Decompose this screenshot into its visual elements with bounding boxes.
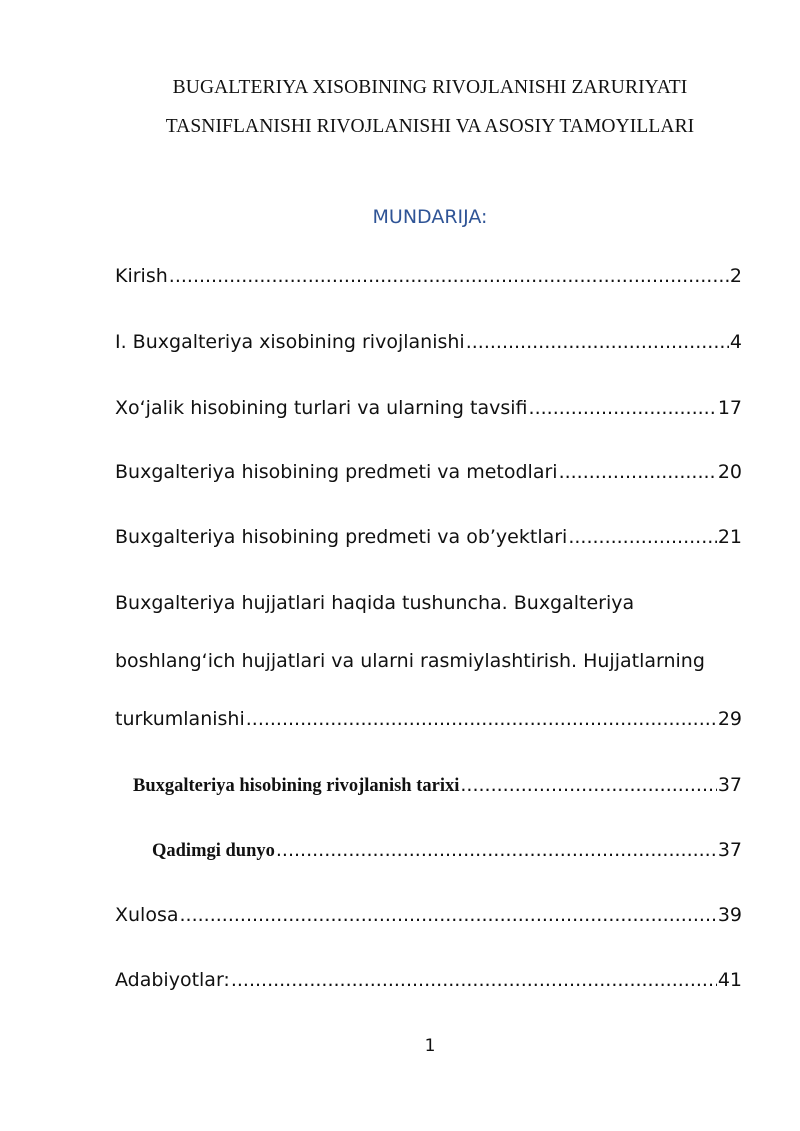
toc-entry-page: 17 bbox=[717, 397, 742, 419]
dot-leader bbox=[246, 708, 717, 730]
dot-leader bbox=[529, 397, 717, 419]
toc-entry-hujjatlar-line-1: Buxgalteriya hujjatlari haqida tushuncha. Buxgalteriya bbox=[115, 592, 635, 614]
toc-entry-hujjatlar-line-2: boshlang‘ich hujjatlari va ularni rasmiylashtirish. Hujjatlarning bbox=[115, 650, 705, 672]
toc-entry-adabiyotlar[interactable] bbox=[115, 969, 742, 991]
toc-entry-page: 20 bbox=[717, 461, 742, 483]
toc-entry-page: 37 bbox=[717, 839, 742, 861]
toc-entry-label: Kirish bbox=[115, 265, 168, 287]
dot-leader bbox=[568, 526, 716, 548]
toc-entry-predmet-obyektlar[interactable] bbox=[115, 526, 742, 548]
dot-leader bbox=[460, 774, 716, 796]
toc-entry-label: Adabiyotlar: bbox=[115, 969, 230, 991]
toc-entry-label: Buxgalteriya hisobining predmeti va metodlari bbox=[115, 461, 558, 483]
toc-entry-page: 37 bbox=[717, 774, 742, 796]
toc-entry-label: Xo‘jalik hisobining turlari va ularning tavsifi bbox=[115, 397, 528, 419]
dot-leader bbox=[180, 904, 717, 926]
dot-leader bbox=[466, 331, 729, 353]
toc-entry-page: 29 bbox=[717, 708, 742, 730]
dot-leader bbox=[231, 969, 717, 991]
toc-entry-page: 4 bbox=[729, 331, 742, 353]
toc-entry-predmet-metodlar[interactable] bbox=[115, 461, 742, 483]
toc-entry-label: Buxgalteriya hisobining predmeti va ob’yektlari bbox=[115, 526, 568, 548]
document-title-line-1: BUGALTERIYA XISOBINING RIVOJLANISHI ZARURIYATI bbox=[172, 77, 688, 98]
toc-entry-label: Buxgalteriya hisobining rivojlanish tarixi bbox=[133, 776, 460, 796]
toc-entry-label: Xulosa bbox=[115, 904, 179, 926]
toc-entry-xisob-rivojlanishi[interactable] bbox=[115, 331, 742, 353]
toc-entry-label: I. Buxgalteriya xisobining rivojlanishi bbox=[115, 331, 465, 353]
toc-entry-rivojlanish-tarixi[interactable] bbox=[133, 774, 742, 797]
document-title-line-2: TASNIFLANISHI RIVOJLANISHI VA ASOSIY TAMOYILLARI bbox=[165, 116, 695, 137]
toc-entry-page: 41 bbox=[717, 969, 742, 991]
toc-entry-page: 21 bbox=[717, 526, 742, 548]
dot-leader bbox=[169, 265, 729, 287]
toc-entry-page: 39 bbox=[717, 904, 742, 926]
toc-entry-label: turkumlanishi bbox=[115, 708, 245, 730]
toc-entry-xulosa[interactable] bbox=[115, 904, 742, 926]
toc-entry-label: Qadimgi dunyo bbox=[152, 841, 275, 861]
dot-leader bbox=[276, 839, 717, 861]
toc-entry-kirish[interactable] bbox=[115, 265, 742, 287]
page-number: 1 bbox=[424, 1036, 436, 1056]
toc-entry-hisob-turlari[interactable] bbox=[115, 397, 742, 419]
toc-heading: MUNDARIJA: bbox=[372, 206, 488, 228]
dot-leader bbox=[559, 461, 717, 483]
toc-entry-qadimgi-dunyo[interactable] bbox=[152, 839, 742, 862]
toc-entry-page: 2 bbox=[729, 265, 742, 287]
toc-entry-hujjatlar[interactable] bbox=[115, 708, 742, 730]
